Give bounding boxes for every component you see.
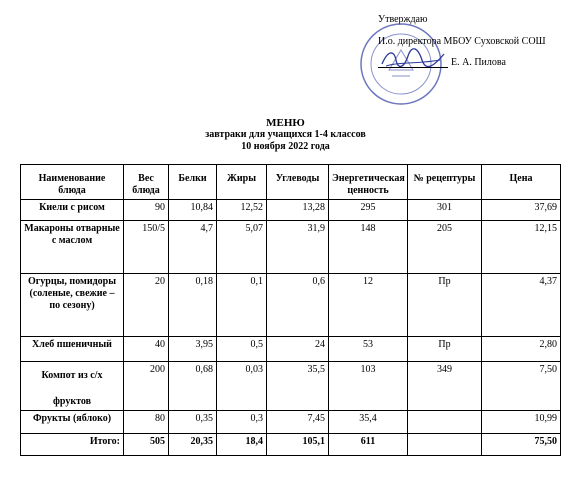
total-row: [21, 434, 561, 456]
dish-energy: 103: [329, 362, 408, 411]
column-header: № рецептуры: [408, 165, 482, 200]
dish-protein: 0,35: [169, 411, 217, 434]
dish-weight: 90: [124, 200, 169, 221]
approval-signer: Е. А. Пилова: [451, 57, 506, 68]
dish-name-line: фруктов: [52, 396, 92, 407]
dish-price: 12,15: [482, 221, 561, 274]
total-carbs: 105,1: [267, 434, 329, 456]
table-header-row: [21, 165, 561, 200]
page-title: МЕНЮ: [266, 117, 305, 129]
dish-weight: 150/5: [124, 221, 169, 274]
dish-name: [21, 362, 124, 411]
dish-name: Макароны отварные с маслом: [21, 221, 124, 274]
column-header: Белки: [169, 165, 217, 200]
dish-weight: 20: [124, 274, 169, 337]
dish-protein: 4,7: [169, 221, 217, 274]
dish-fat: 0,5: [217, 337, 267, 362]
dish-fat: 12,52: [217, 200, 267, 221]
dish-name: Хлеб пшеничный: [21, 337, 124, 362]
dish-carbs: 7,45: [267, 411, 329, 434]
dish-weight: 80: [124, 411, 169, 434]
table-row: [21, 200, 561, 221]
dish-name: Фрукты (яблоко): [21, 411, 124, 434]
dish-recipe: 205: [408, 221, 482, 274]
dish-protein: 3,95: [169, 337, 217, 362]
dish-price: 7,50: [482, 362, 561, 411]
approval-block: [0, 0, 571, 110]
dish-energy: 148: [329, 221, 408, 274]
dish-energy: 35,4: [329, 411, 408, 434]
dish-carbs: 0,6: [267, 274, 329, 337]
dish-protein: 0,68: [169, 362, 217, 411]
dish-price: 4,37: [482, 274, 561, 337]
dish-energy: 12: [329, 274, 408, 337]
dish-energy: 295: [329, 200, 408, 221]
table-row: [21, 362, 561, 411]
menu-table: [20, 164, 561, 456]
total-weight: 505: [124, 434, 169, 456]
dish-price: 10,99: [482, 411, 561, 434]
table-row: [21, 221, 561, 274]
dish-recipe: [408, 411, 482, 434]
total-energy: 611: [329, 434, 408, 456]
dish-fat: 0,03: [217, 362, 267, 411]
dish-price: 2,80: [482, 337, 561, 362]
dish-protein: 0,18: [169, 274, 217, 337]
dish-recipe: Пр: [408, 337, 482, 362]
page-subtitle: завтраки для учащихся 1-4 классов: [205, 129, 366, 140]
dish-recipe: 349: [408, 362, 482, 411]
total-price: 75,50: [482, 434, 561, 456]
column-header: Энергетическая ценность: [329, 165, 408, 200]
dish-fat: 5,07: [217, 221, 267, 274]
dish-protein: 10,84: [169, 200, 217, 221]
table-row: [21, 411, 561, 434]
dish-fat: 0,1: [217, 274, 267, 337]
column-header: Жиры: [217, 165, 267, 200]
column-header: Углеводы: [267, 165, 329, 200]
column-header: Наименование блюда: [21, 165, 124, 200]
dish-weight: 200: [124, 362, 169, 411]
dish-carbs: 35,5: [267, 362, 329, 411]
column-header: Цена: [482, 165, 561, 200]
dish-weight: 40: [124, 337, 169, 362]
total-recipe: [408, 434, 482, 456]
signature-line: [378, 67, 448, 68]
dish-carbs: 24: [267, 337, 329, 362]
total-protein: 20,35: [169, 434, 217, 456]
total-fat: 18,4: [217, 434, 267, 456]
dish-recipe: Пр: [408, 274, 482, 337]
approval-position: И.о. директора МБОУ Суховской СОШ: [378, 36, 546, 47]
column-header: Вес блюда: [124, 165, 169, 200]
dish-carbs: 13,28: [267, 200, 329, 221]
dish-fat: 0,3: [217, 411, 267, 434]
dish-recipe: 301: [408, 200, 482, 221]
menu-date: 10 ноября 2022 года: [241, 141, 330, 152]
dish-name-line: Компот из с/х: [41, 370, 103, 381]
total-label: Итого:: [21, 434, 124, 456]
table-row: [21, 337, 561, 362]
dish-carbs: 31,9: [267, 221, 329, 274]
dish-energy: 53: [329, 337, 408, 362]
table-row: [21, 274, 561, 337]
dish-price: 37,69: [482, 200, 561, 221]
approval-title: Утверждаю: [378, 14, 428, 25]
dish-name: Киели с рисом: [21, 200, 124, 221]
dish-name: Огурцы, помидоры (соленые, свежие – по сезону): [21, 274, 124, 337]
